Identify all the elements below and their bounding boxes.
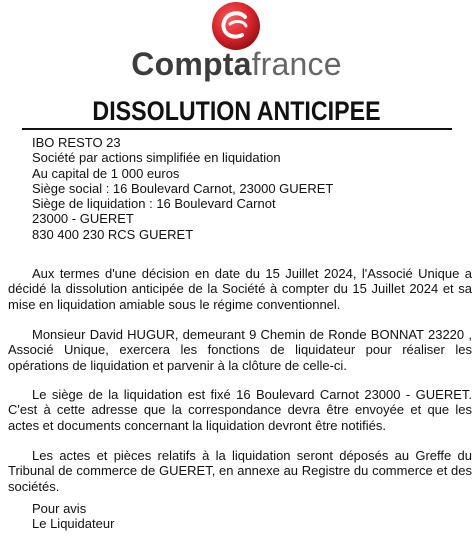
registered-office: Siège social : 16 Boulevard Carnot, 23000 GUERET	[32, 180, 334, 196]
brand-part-1: Compta	[131, 46, 252, 82]
company-capital: Au capital de 1 000 euros	[32, 165, 180, 181]
brand-name	[0, 46, 473, 82]
paragraph-seat: Le siège de la liquidation est fixé 16 Boulevard Carnot 23000 - GUERET. C'est à cette adresse que la correspondance devra être envoyée et que les actes et documents concernant la liquidation devront être notifiés.	[8, 387, 472, 433]
liquidation-city: 23000 - GUERET	[32, 211, 134, 227]
signature-line-2: Le Liquidateur	[32, 516, 115, 532]
document-title: DISSOLUTION ANTICIPEE	[92, 96, 381, 126]
comptafrance-logo	[0, 0, 473, 92]
company-address-block	[32, 135, 333, 242]
paragraph-liquidator: Monsieur David HUGUR, demeurant 9 Chemin de Ronde BONNAT 23220 , Associé Unique, exercera les fonctions de liquidateur pour réaliser les opérations de liquidation et parvenir à la clôture de celle-ci.	[8, 327, 472, 373]
company-legal-form: Société par actions simplifiée en liquidation	[32, 150, 281, 166]
liquidation-office: Siège de liquidation : 16 Boulevard Carnot	[32, 196, 276, 212]
comptafrance-logo-icon	[210, 0, 262, 52]
title-divider	[22, 128, 452, 130]
brand-part-2: france	[251, 46, 342, 82]
rcs-number: 830 400 230 RCS GUERET	[32, 226, 194, 242]
signature-line-1: Pour avis	[32, 501, 87, 516]
paragraph-filing: Les actes et pièces relatifs à la liquidation seront déposés au Greffe du Tribunal de commerce de GUERET, en annexe au Registre du commerce et des sociétés.	[8, 448, 472, 494]
paragraph-decision: Aux termes d'une décision en date du 15 Juillet 2024, l'Associé Unique a décidé la dissolution anticipée de la Société à compter du 15 Juillet 2024 et sa mise en liquidation amiable sous le régime conventionnel.	[8, 266, 472, 312]
company-name: IBO RESTO 23	[32, 135, 121, 150]
signature-block	[32, 501, 114, 532]
